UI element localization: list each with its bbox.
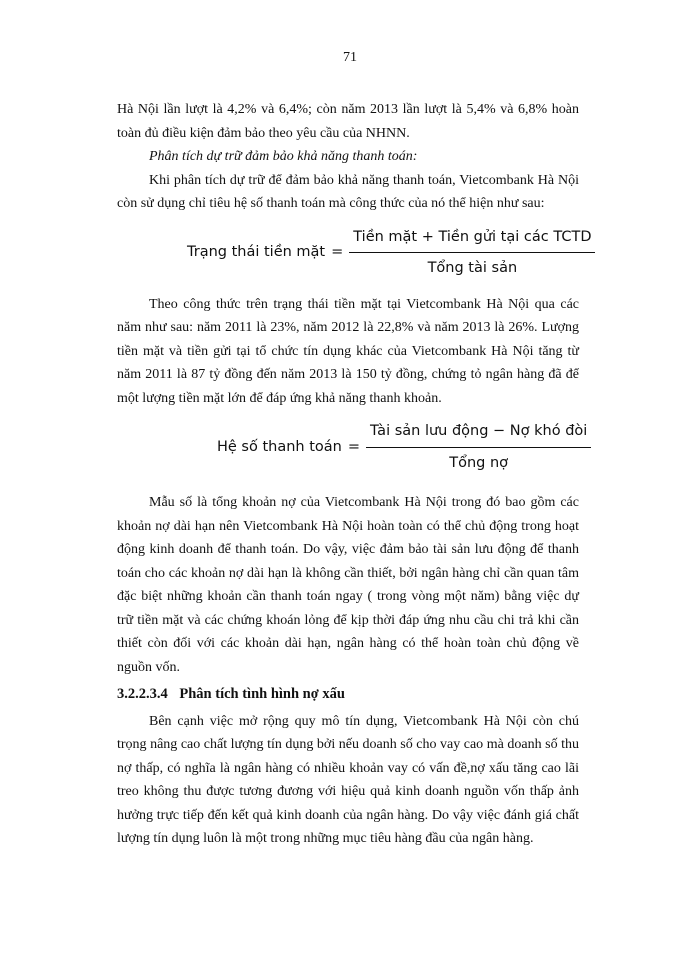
- paragraph-intro-formula: Khi phân tích dự trữ để đảm bảo khả năng thanh toán, Vietcombank Hà Nội còn sử dụng chỉ tiêu hệ số thanh toán mà công thức của nó thể hiện như sau:: [117, 172, 579, 211]
- section-number: 3.2.2.3.4: [117, 686, 168, 702]
- page-number: 71: [343, 50, 357, 65]
- formula-payment-numerator: Tài sản lưu động − Nợ khó đòi: [366, 420, 591, 448]
- subheading-italic: Phân tích dự trữ đảm bảo khả năng thanh toán:: [149, 149, 418, 164]
- formula-cash-equals: =: [331, 244, 344, 261]
- formula-payment-denominator: Tổng nợ: [449, 454, 509, 471]
- section-title: Phân tích tình hình nợ xấu: [179, 686, 345, 702]
- formula-payment-equals: =: [347, 438, 361, 455]
- section-heading: [117, 683, 579, 707]
- formula-cash-lhs: Trạng thái tiền mặt: [187, 244, 326, 261]
- formula-payment-ratio: [217, 420, 588, 475]
- formula-cash-numerator: Tiền mặt + Tiền gửi tại các TCTD: [349, 226, 595, 254]
- paragraph-denominator-explanation: Mẫu số là tổng khoản nợ của Vietcombank Hà Nội trong đó bao gồm các khoản nợ dài hạn nên Vietcombank Hà Nội hoàn toàn có thể chủ động trong hoạt động kinh doanh để thanh toán. Do vậy, việc đảm bảo tài sản lưu động để thanh toán cho các khoản nợ dài hạn là không cần thiết, bởi ngân hàng chỉ cần quan tâm đặc biệt những khoản cần thanh toán ngay ( trong vòng một năm) bằng việc dự trữ tiền mặt và các chứng khoán lỏng để kịp thời đáp ứng nhu cầu chi trả khi cần thiết còn đối với các khoản dài hạn, ngân hàng có thể hoàn toàn chủ động về nguồn vốn.: [117, 495, 579, 675]
- formula-payment-lhs: Hệ số thanh toán: [217, 438, 342, 455]
- document-body: [117, 98, 592, 851]
- formula-cash-fraction: [349, 226, 595, 281]
- formula-cash-position: [187, 226, 592, 281]
- formula-payment-fraction: [366, 420, 591, 475]
- paragraph-continuation: Hà Nội lần lượt là 4,2% và 6,4%; còn năm 2013 lần lượt là 5,4% và 6,8% hoàn toàn đủ điều kiện đảm bảo theo yêu cầu của NHNN.: [117, 102, 579, 141]
- paragraph-bad-debt: Bên cạnh việc mở rộng quy mô tín dụng, Vietcombank Hà Nội còn chú trọng nâng cao chất lượng tín dụng bởi nếu doanh số cho vay cao mà doanh số thu nợ thấp, có nghĩa là ngân hàng có nhiều khoản vay có vấn đề,nợ xấu tăng cao lãi treo không thu được tương đương với hiệu quả kinh doanh nguồn vốn thấp ảnh hưởng trực tiếp đến kết quả kinh doanh của ngân hàng. Do vậy việc đánh giá chất lượng tín dụng luôn là một trong những mục tiêu hàng đầu của ngân hàng.: [117, 713, 579, 846]
- paragraph-cash-analysis: Theo công thức trên trạng thái tiền mặt tại Vietcombank Hà Nội qua các năm như sau: năm 2011 là 23%, năm 2012 là 22,8% và năm 2013 là 26%. Lượng tiền mặt và tiền gửi tại tổ chức tín dụng khác của Vietcombank Hà Nội tăng từ năm 2011 là 87 tỷ đồng đến năm 2013 là 150 tỷ đồng, chứng tỏ ngân hàng đã để một lượng tiền mặt lớn để đáp ứng khả năng thanh khoản.: [117, 296, 579, 406]
- formula-cash-denominator: Tổng tài sản: [427, 260, 518, 276]
